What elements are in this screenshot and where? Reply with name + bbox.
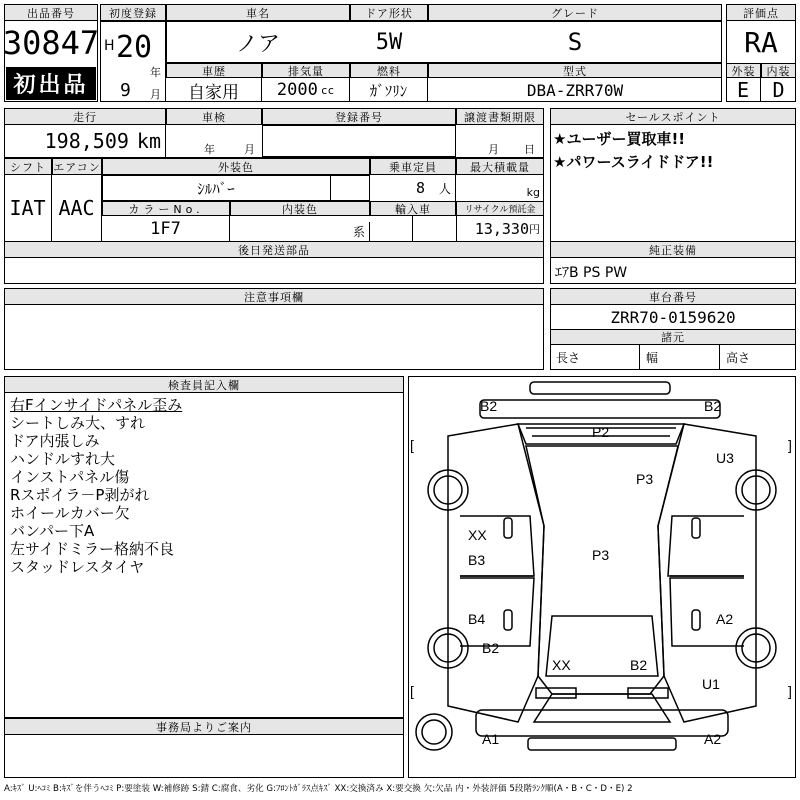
front-grille [536, 688, 576, 698]
seats-label: 乗車定員 [370, 158, 456, 175]
int-grade: D [772, 78, 785, 102]
model: DBA-ZRR70W [526, 80, 624, 100]
note-4: ハンドルすれ大 [10, 450, 116, 468]
ac-label: エアコン [52, 158, 102, 175]
fuel-label: 燃料 [350, 63, 428, 78]
grade-label: グレード [428, 4, 722, 21]
legend: A:ｷｽﾞ U:ﾍｺﾐ B:ｷｽﾞを伴うﾍｺﾐ P:要塗装 W:補修跡 S:錆 C:腐食、劣化 G:ﾌﾛﾝﾄｶﾞﾗｽ点ｷｽﾞ XX:交換済み X:要交換 欠:欠品 内・外装評価 5段階ﾗﾝｸ順(A・B・C・D・E) 2 [4, 784, 633, 794]
transfer-day-unit: 日 [524, 143, 535, 156]
rear-top-bar [480, 400, 720, 418]
fuel: ｶﾞｿﾘﾝ [350, 78, 428, 102]
note-3: ドア内張しみ [10, 432, 100, 450]
recycle-unit: 円 [529, 222, 540, 236]
mark-b2-left: B2 [482, 640, 500, 656]
front-light-r [692, 610, 700, 630]
ac: AAC [52, 175, 102, 241]
mileage [4, 125, 166, 157]
reg-era: H [104, 38, 115, 54]
width-label: 幅 [640, 345, 720, 370]
mark-b4: B4 [468, 611, 486, 627]
caution-label: 注意事項欄 [4, 288, 544, 305]
displacement-unit: cc [320, 83, 335, 97]
grade: S [567, 28, 583, 56]
equipment-label: 純正装備 [550, 241, 796, 258]
seats-unit: 人 [438, 181, 451, 196]
inspector-label: 検査員記入欄 [4, 376, 404, 393]
seats [370, 175, 456, 201]
rear-bumper [530, 382, 670, 394]
color-label: 外装色 [102, 158, 370, 175]
left-mirror-r: [ [410, 437, 414, 453]
spare-wheel-in [422, 720, 446, 744]
recycle-label: リサイクル預託金 [456, 201, 544, 216]
mark-hood-area: P3 [636, 471, 654, 487]
carname-label: 車名 [166, 4, 350, 21]
carname: ノア [235, 31, 280, 57]
front-bumper [476, 710, 728, 736]
insp-month-unit: 月 [244, 143, 255, 156]
note-5: インストパネル傷 [10, 468, 130, 486]
reg-year: 20 [116, 30, 153, 65]
left-mirror-f: [ [410, 683, 414, 699]
regno-cell [262, 125, 456, 157]
intcolor-unit: 系 [230, 222, 370, 241]
mark-b2-front: B2 [630, 657, 648, 673]
mileage-value: 198,509 [44, 129, 129, 153]
mark-roof: P2 [592, 424, 610, 440]
regno-label: 登録番号 [262, 108, 456, 125]
note-8: バンパー下A [10, 522, 95, 540]
shift: IAT [4, 175, 52, 241]
colorno-label: カラーNo. [102, 201, 230, 216]
color-no: 1F7 [102, 216, 230, 241]
mileage-unit: km [136, 129, 161, 153]
first-listing-badge: 初出品 [6, 67, 96, 100]
shift-label: シフト [4, 158, 52, 175]
mileage-label: 走行 [4, 108, 166, 125]
insp-year-unit: 年 [204, 143, 215, 156]
ext-grade: E [726, 78, 761, 102]
chassis-number: ZRR70-0159620 [610, 307, 736, 327]
displacement-value: 2000 [276, 80, 318, 100]
right-rear-door [668, 516, 744, 576]
color-divider [330, 175, 331, 201]
lot-number: 30847 [2, 24, 100, 62]
int-label: 内装 [761, 63, 796, 78]
equipment: ｴｱB PS PW [555, 265, 628, 281]
reg-month: 9 [120, 80, 131, 101]
reg-month-unit: 月 [150, 88, 161, 101]
note-1: 右Fインサイドパネル歪み [10, 396, 183, 414]
reg-year-unit: 年 [150, 66, 161, 79]
reg-label: 初度登録 [100, 4, 166, 21]
mark-u1: U1 [702, 676, 720, 692]
model-label: 型式 [428, 63, 722, 78]
displacement [262, 78, 350, 102]
inspector-notes [10, 396, 400, 576]
left-body [448, 424, 544, 722]
color: ｼﾙﾊﾞｰ [197, 179, 235, 198]
rear-light-l [504, 518, 512, 538]
right-mirror-r: ] [788, 437, 792, 453]
transfer-label: 譲渡書類期限 [456, 108, 544, 125]
sales-point-2: ★パワースライドドア!! [553, 153, 714, 171]
mark-center: P3 [592, 547, 610, 563]
mark-b3: B3 [468, 552, 486, 568]
import-div [412, 216, 413, 241]
inspection-label: 車検 [166, 108, 262, 125]
history: 自家用 [166, 78, 262, 102]
import-label: 輸入車 [370, 201, 456, 216]
front-lower [528, 738, 676, 750]
height-label: 高さ [726, 351, 751, 365]
top-mid-line [166, 21, 722, 63]
rear-light-r [692, 518, 700, 538]
lot-label: 出品番号 [4, 4, 98, 21]
note-10: スタッドレスタイヤ [10, 558, 145, 576]
score-label: 評価点 [726, 4, 796, 21]
front-light-l [504, 610, 512, 630]
later-label: 後日発送部品 [4, 241, 544, 258]
mark-rear-left: B2 [480, 398, 498, 414]
mark-u3: U3 [716, 450, 734, 466]
roof-outline [526, 446, 678, 694]
seats-value: 8 [415, 179, 425, 197]
office-label: 事務局よりご案内 [4, 718, 404, 735]
chassis-label: 車台番号 [550, 288, 796, 305]
load-label: 最大積載量 [456, 158, 544, 175]
front-grille-r [628, 688, 668, 698]
mark-a1: A1 [482, 731, 500, 747]
ext-label: 外装 [726, 63, 761, 78]
mark-xx-front: XX [552, 657, 571, 673]
mark-a2-right: A2 [716, 611, 734, 627]
intcolor-label: 内装色 [230, 201, 370, 216]
note-6: Rスポイラ－P剥がれ [10, 486, 150, 504]
load-unit: kg [526, 185, 540, 199]
dims-label: 諸元 [550, 329, 796, 345]
disp-label: 排気量 [262, 63, 350, 78]
note-9: 左サイドミラー格納不良 [10, 540, 174, 558]
history-label: 車歴 [166, 63, 262, 78]
recycle-value: 13,330 [474, 219, 529, 238]
right-mirror-f: ] [788, 683, 792, 699]
door-label: ドア形状 [350, 4, 428, 21]
transfer-month-unit: 月 [488, 143, 499, 156]
note-2: シートしみ大、すれ [10, 414, 146, 432]
door-type: 5W [375, 29, 403, 55]
length-label: 長さ [550, 345, 640, 370]
mark-rear-right: B2 [704, 398, 722, 414]
recycle [456, 216, 544, 241]
score: RA [744, 25, 778, 59]
mark-xx-left: XX [468, 527, 487, 543]
mark-a2-front: A2 [704, 731, 722, 747]
sales-point-1: ★ユーザー買取車!! [553, 130, 686, 148]
sales-label: セールスポイント [550, 108, 796, 125]
note-7: ホイールカバー欠 [10, 504, 130, 522]
